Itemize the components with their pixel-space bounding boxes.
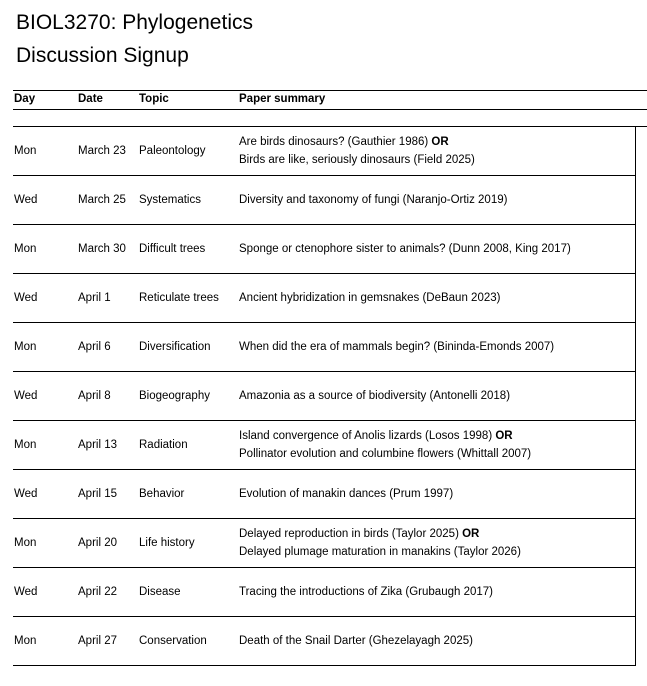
cell-date: April 20 (78, 537, 117, 549)
cell-date: March 23 (78, 145, 126, 157)
table-row (13, 372, 635, 421)
table-header (13, 90, 647, 110)
cell-day: Wed (14, 390, 38, 402)
table-row (13, 617, 635, 666)
cell-summary (239, 176, 507, 224)
or-label: OR (462, 528, 480, 540)
summary-line-1 (239, 583, 493, 601)
cell-day: Mon (14, 243, 37, 255)
summary-line-1 (239, 427, 513, 445)
paper-title: Diversity and taxonomy of fungi (Naranjo-Ortiz 2019) (239, 194, 508, 206)
paper-title: Are birds dinosaurs? (Gauthier 1986) (239, 136, 429, 148)
cell-topic: Radiation (139, 439, 188, 451)
summary-line-1 (239, 485, 453, 503)
summary-line-2: Delayed plumage maturation in manakins (Taylor 2026) (239, 546, 521, 558)
header-date: Date (78, 93, 103, 105)
cell-summary (239, 372, 510, 420)
cell-topic: Behavior (139, 488, 185, 500)
table-row (13, 225, 635, 274)
summary-line-2: Pollinator evolution and columbine flowers (Whittall 2007) (239, 448, 532, 460)
summary-line-1 (239, 240, 571, 258)
cell-summary (239, 470, 453, 518)
page-title-line-2: Discussion Signup (16, 44, 189, 67)
cell-summary (239, 323, 554, 371)
paper-title: Ancient hybridization in gemsnakes (DeBaun 2023) (239, 292, 501, 304)
or-label: OR (431, 136, 449, 148)
summary-line-1 (239, 289, 500, 307)
summary-line-1 (239, 525, 479, 543)
table-right-border (635, 126, 636, 666)
cell-summary (239, 225, 571, 273)
summary-line-1 (239, 191, 507, 209)
cell-date: April 15 (78, 488, 117, 500)
blank-row (13, 108, 647, 127)
paper-title: Death of the Snail Darter (Ghezelayagh 2025) (239, 635, 473, 647)
paper-title: Sponge or ctenophore sister to animals? (Dunn 2008, King 2017) (239, 243, 571, 255)
cell-summary (239, 127, 475, 175)
table-row (13, 274, 635, 323)
summary-line-1 (239, 338, 554, 356)
cell-day: Mon (14, 537, 37, 549)
cell-day: Wed (14, 194, 38, 206)
paper-title: Delayed reproduction in birds (Taylor 2025) (239, 528, 459, 540)
cell-topic: Diversification (139, 341, 211, 353)
cell-topic: Paleontology (139, 145, 206, 157)
cell-day: Mon (14, 635, 37, 647)
cell-topic: Systematics (139, 194, 201, 206)
cell-summary (239, 274, 500, 322)
paper-title: When did the era of mammals begin? (Bininda-Emonds 2007) (239, 341, 555, 353)
cell-day: Wed (14, 586, 38, 598)
cell-summary (239, 519, 521, 567)
summary-line-1 (239, 387, 510, 405)
header-topic: Topic (139, 93, 169, 105)
cell-day: Mon (14, 145, 37, 157)
cell-summary (239, 421, 531, 469)
header-summary: Paper summary (239, 93, 326, 105)
cell-topic: Life history (139, 537, 195, 549)
table-row (13, 421, 635, 470)
page-title-line-1: BIOL3270: Phylogenetics (16, 11, 253, 34)
paper-title: Evolution of manakin dances (Prum 1997) (239, 488, 454, 500)
cell-date: April 13 (78, 439, 117, 451)
header-day: Day (14, 93, 36, 105)
cell-summary (239, 617, 473, 665)
table-row (13, 470, 635, 519)
cell-topic: Disease (139, 586, 181, 598)
cell-day: Mon (14, 439, 37, 451)
table-row (13, 519, 635, 568)
summary-line-1 (239, 133, 449, 151)
cell-day: Wed (14, 488, 38, 500)
cell-topic: Biogeography (139, 390, 210, 402)
cell-date: March 30 (78, 243, 126, 255)
cell-summary (239, 568, 493, 616)
paper-title: Island convergence of Anolis lizards (Losos 1998) (239, 430, 493, 442)
cell-date: April 27 (78, 635, 117, 647)
cell-date: April 1 (78, 292, 111, 304)
cell-topic: Conservation (139, 635, 207, 647)
cell-topic: Difficult trees (139, 243, 206, 255)
paper-title: Tracing the introductions of Zika (Grubaugh 2017) (239, 586, 493, 598)
cell-topic: Reticulate trees (139, 292, 219, 304)
table-row (13, 568, 635, 617)
cell-date: April 8 (78, 390, 111, 402)
table-row (13, 127, 635, 176)
cell-date: April 6 (78, 341, 111, 353)
table-row (13, 323, 635, 372)
summary-line-1 (239, 632, 473, 650)
paper-title: Amazonia as a source of biodiversity (Antonelli 2018) (239, 390, 511, 402)
cell-date: March 25 (78, 194, 126, 206)
or-label: OR (495, 430, 513, 442)
summary-line-2: Birds are like, seriously dinosaurs (Field 2025) (239, 154, 475, 166)
table-row (13, 176, 635, 225)
cell-day: Wed (14, 292, 38, 304)
cell-day: Mon (14, 341, 37, 353)
cell-date: April 22 (78, 586, 117, 598)
